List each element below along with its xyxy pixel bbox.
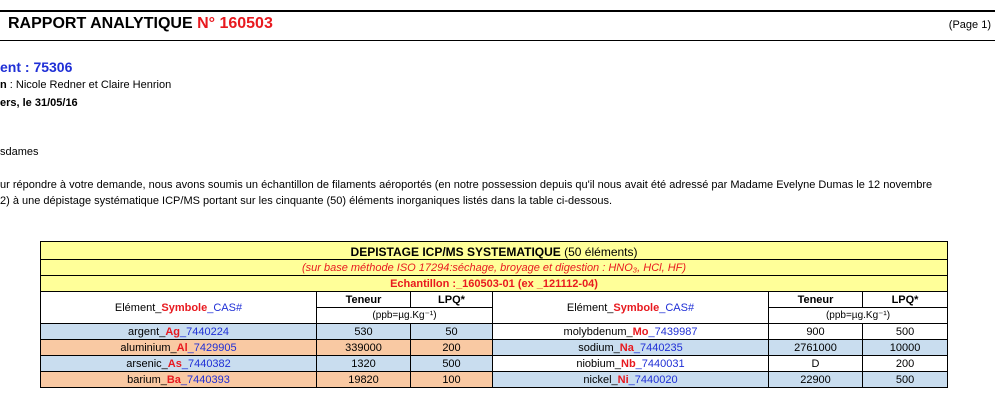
element-cell-left xyxy=(41,372,317,388)
attention-line xyxy=(0,79,171,91)
col-lpq-left: LPQ* xyxy=(411,292,493,308)
element-sym: Ba xyxy=(166,373,181,386)
element-name: molybdenum_ xyxy=(563,325,633,338)
table-row xyxy=(41,356,948,372)
col-element-left xyxy=(41,292,317,324)
element-cas: _7440382 xyxy=(181,357,231,370)
element-name: argent_ xyxy=(128,325,166,338)
element-sym: Al xyxy=(176,341,188,354)
attention-label: n xyxy=(0,79,7,91)
client-id: ent : 75306 xyxy=(0,59,73,75)
element-cell-right xyxy=(493,372,769,388)
lpq-cell-right: 500 xyxy=(863,324,948,340)
element-sym: Ag xyxy=(165,325,181,338)
element-cell-right xyxy=(493,324,769,340)
element-name: aluminium_ xyxy=(120,341,177,354)
element-name: arsenic_ xyxy=(126,357,168,370)
table-row xyxy=(41,324,948,340)
col-element-label: Elément_ xyxy=(566,301,614,314)
table-title-count: (50 éléments) xyxy=(560,244,638,259)
lpq-cell-right: 200 xyxy=(863,356,948,372)
element-cell-left xyxy=(41,340,317,356)
table-title-text: DEPISTAGE ICP/MS SYSTEMATIQUE xyxy=(350,244,561,259)
attention-names: : Nicole Redner et Claire Henrion xyxy=(6,79,172,91)
teneur-cell-left: 1320 xyxy=(317,356,411,372)
element-cell-left xyxy=(41,356,317,372)
col-lpq-right: LPQ* xyxy=(863,292,948,308)
element-cas: _7429905 xyxy=(187,341,237,354)
sample-id: Echantillon :_160503-01 (ex _121112-04) xyxy=(41,276,948,292)
element-cas: _7440020 xyxy=(628,373,678,386)
col-teneur-right: Teneur xyxy=(769,292,863,308)
lpq-cell-left: 500 xyxy=(411,356,493,372)
element-cell-right xyxy=(493,340,769,356)
unit-left: (ppb=µg.Kg⁻¹) xyxy=(317,308,493,324)
place-date: ers, le 31/05/16 xyxy=(0,97,78,109)
column-headers xyxy=(41,292,948,308)
report-header xyxy=(0,14,995,38)
element-name: niobium_ xyxy=(576,357,621,370)
col-symbol-label: Symbole xyxy=(613,301,660,314)
element-sym: As xyxy=(167,357,182,370)
table-row xyxy=(41,340,948,356)
body-paragraph-line-2: 2) à une dépistage systématique ICP/MS portant sur les cinquante (50) éléments inorganiques listés dans la table ci-dessous. xyxy=(0,195,613,207)
teneur-cell-right: 22900 xyxy=(769,372,863,388)
body-paragraph-line-1: ur répondre à votre demande, nous avons soumis un échantillon de filaments aéroportés (en notre possession depuis qu'il nous avait été adressé par Madame Evelyne Dumas le 12 novembre xyxy=(0,179,933,191)
lpq-cell-left: 200 xyxy=(411,340,493,356)
col-cas-label: _CAS# xyxy=(207,301,243,314)
greeting: sdames xyxy=(0,146,39,158)
element-sym: Mo xyxy=(632,325,649,338)
element-name: nickel_ xyxy=(583,373,618,386)
page-number: (Page 1) xyxy=(948,19,991,31)
report-number: N° 160503 xyxy=(197,15,273,32)
element-sym: Nb xyxy=(621,357,636,370)
element-cas: _7440235 xyxy=(633,341,683,354)
table-method: (sur base méthode ISO 17294:séchage, broyage et digestion : HNO₃, HCl, HF) xyxy=(41,260,948,276)
col-teneur-left: Teneur xyxy=(317,292,411,308)
element-name: barium_ xyxy=(127,373,167,386)
teneur-cell-right: 2761000 xyxy=(769,340,863,356)
element-cas: _7440224 xyxy=(180,325,229,338)
teneur-cell-left: 339000 xyxy=(317,340,411,356)
col-cas-label: _CAS# xyxy=(659,301,695,314)
teneur-cell-right: 900 xyxy=(769,324,863,340)
teneur-cell-right: D xyxy=(769,356,863,372)
lpq-cell-right: 500 xyxy=(863,372,948,388)
element-sym: Na xyxy=(619,341,634,354)
lpq-cell-left: 100 xyxy=(411,372,493,388)
unit-right: (ppb=µg.Kg⁻¹) xyxy=(769,308,948,324)
teneur-cell-left: 530 xyxy=(317,324,411,340)
element-cas: _7440393 xyxy=(180,373,230,386)
report-title xyxy=(8,15,273,33)
table-row xyxy=(41,372,948,388)
teneur-cell-left: 19820 xyxy=(317,372,411,388)
element-cell-right xyxy=(493,356,769,372)
element-sym: Ni xyxy=(617,373,629,386)
lpq-cell-left: 50 xyxy=(411,324,493,340)
col-element-right xyxy=(493,292,769,324)
table-title xyxy=(41,242,948,260)
header-rule xyxy=(0,40,995,41)
element-cell-left xyxy=(41,324,317,340)
element-name: sodium_ xyxy=(578,341,620,354)
table-body xyxy=(41,324,948,388)
top-rule xyxy=(0,10,995,12)
element-cas: _7440031 xyxy=(635,357,685,370)
col-element-label: Elément_ xyxy=(114,301,162,314)
element-cas: _7439987 xyxy=(648,325,698,338)
results-table xyxy=(40,241,948,388)
lpq-cell-right: 10000 xyxy=(863,340,948,356)
col-symbol-label: Symbole xyxy=(161,301,208,314)
report-title-text: RAPPORT ANALYTIQUE xyxy=(8,15,198,32)
